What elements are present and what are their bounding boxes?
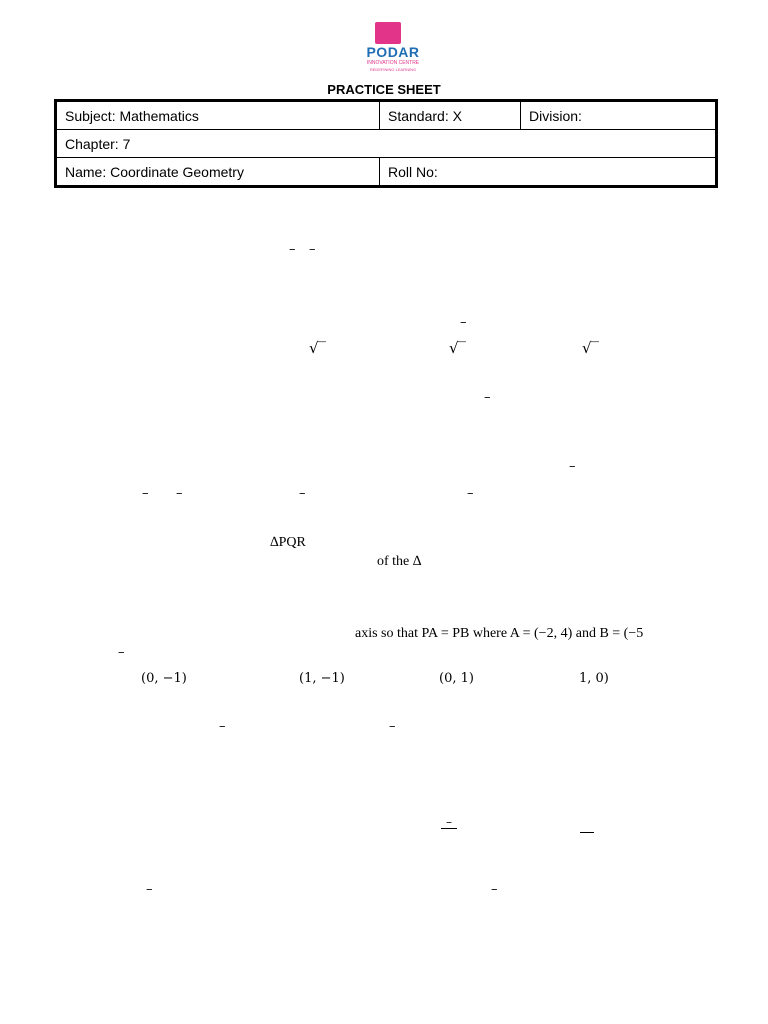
option-b: (1, −1) [299, 671, 345, 686]
fraction-bar [580, 832, 594, 833]
dash-mark: – [484, 390, 491, 405]
logo-text: PODAR [366, 44, 420, 60]
dash-mark: – [176, 486, 183, 501]
sqrt-symbol: √‾ [309, 339, 327, 357]
dash-mark: – [389, 719, 396, 734]
logo-tagline: REDEFINING LEARNING [369, 67, 417, 72]
name-cell: Name: Coordinate Geometry [57, 158, 380, 186]
page-title: PRACTICE SHEET [327, 82, 441, 97]
dash-mark: – [569, 459, 576, 474]
option-c: (0, 1) [439, 671, 474, 686]
info-table [54, 99, 718, 188]
standard-cell: Standard: X [380, 102, 521, 130]
sqrt-symbol: √‾ [449, 339, 467, 357]
sqrt-symbol: √‾ [582, 339, 600, 357]
dash-mark: – [142, 486, 149, 501]
chapter-cell: Chapter: 7 [57, 130, 716, 158]
logo-emblem-icon [375, 22, 401, 44]
fraction-mark [441, 817, 457, 829]
logo-subtitle: INNOVATION CENTRE [366, 60, 420, 66]
roll-cell: Roll No: [380, 158, 716, 186]
division-cell: Division: [521, 102, 716, 130]
triangle-pqr-text: ∆PQR [270, 535, 306, 550]
dash-mark: – [460, 315, 467, 330]
of-the-triangle-text: of the ∆ [377, 554, 422, 569]
dash-mark: – [299, 486, 306, 501]
dash-mark: – [219, 719, 226, 734]
dash-mark: – [467, 486, 474, 501]
option-a: (0, −1) [141, 671, 187, 686]
dash-mark: – [146, 882, 153, 897]
podar-logo [358, 22, 428, 74]
subject-cell: Subject: Mathematics [57, 102, 380, 130]
dash-mark: – [446, 815, 452, 829]
dash-mark: – [289, 242, 296, 257]
dash-mark: – [491, 882, 498, 897]
dash-mark: – [118, 645, 125, 660]
axis-question-text: axis so that PA = PB where A = (−2, 4) and B = (−5 [355, 626, 644, 641]
option-d: 1, 0) [579, 671, 609, 686]
dash-mark: – [309, 242, 316, 257]
